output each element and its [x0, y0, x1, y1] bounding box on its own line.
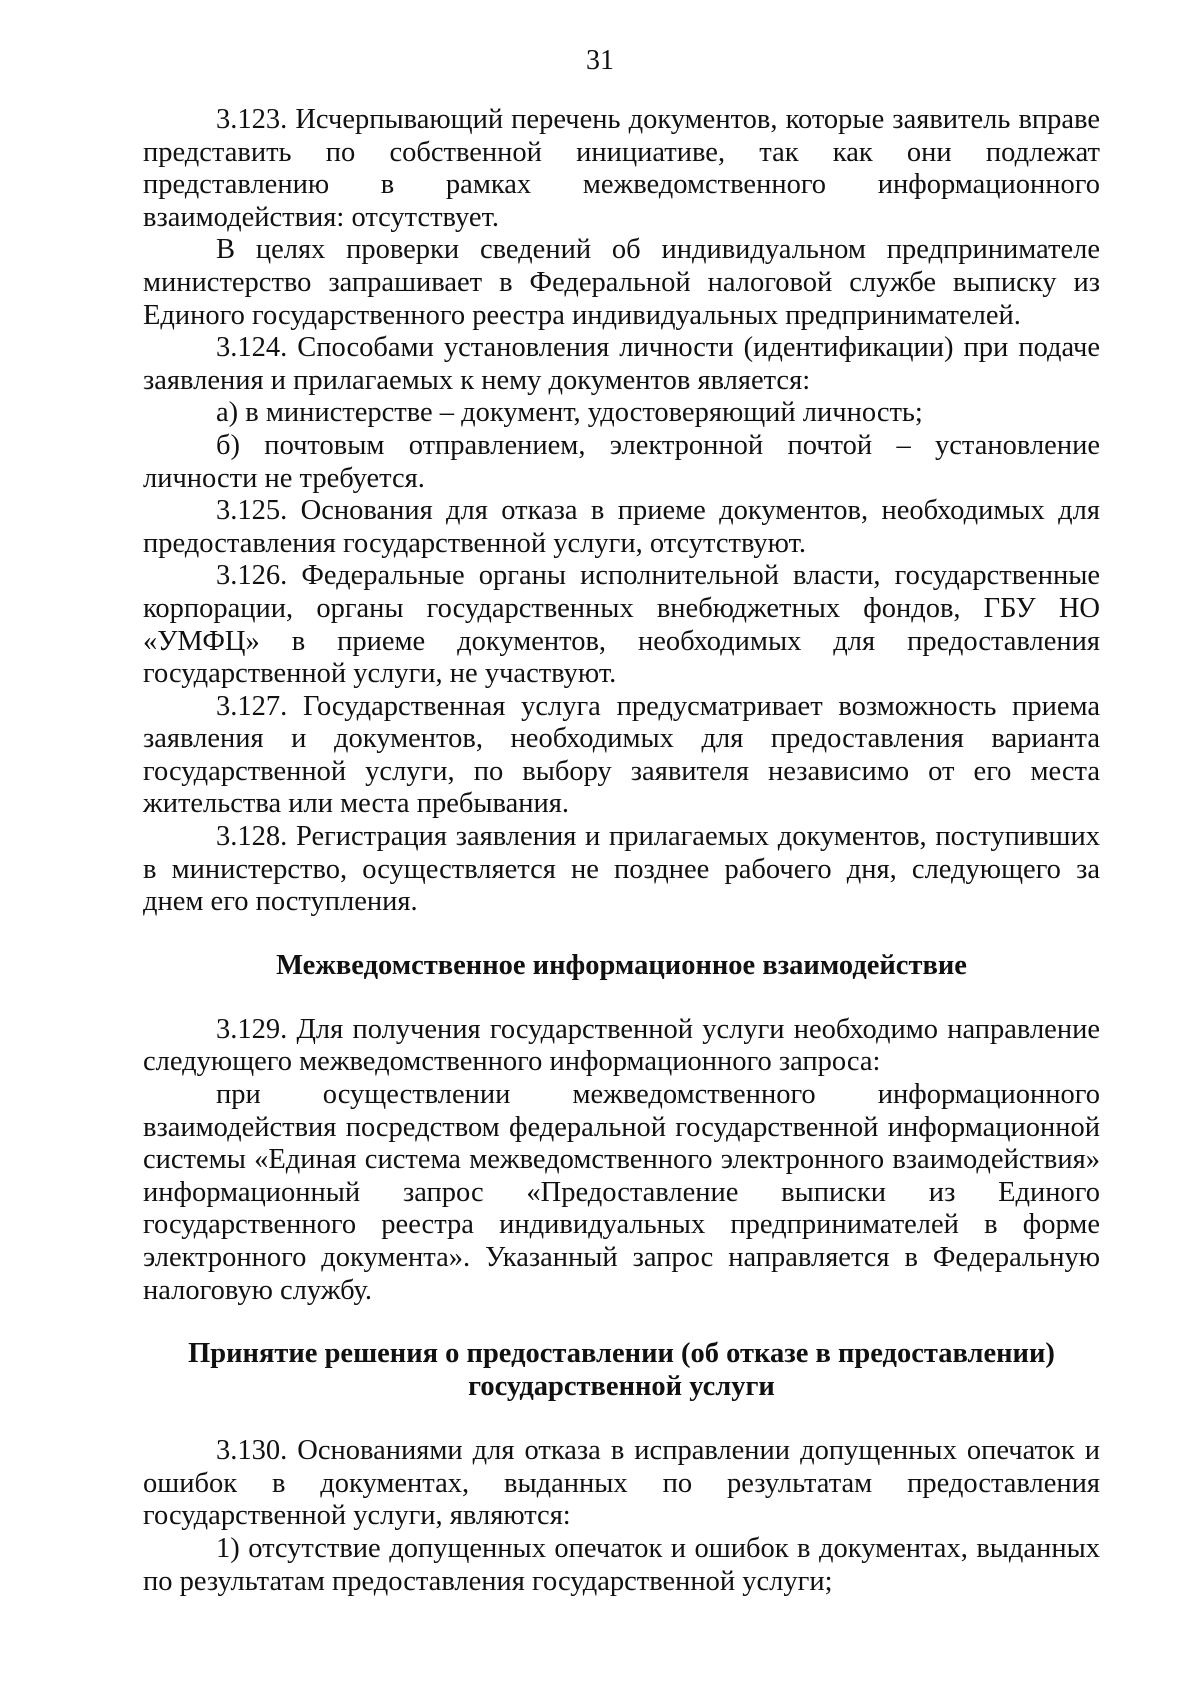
- page-number: 31: [586, 45, 614, 76]
- list-item-a: а) в министерстве – документ, удостоверяющий личность;: [216, 397, 923, 429]
- paragraph-ip-verification: В целях проверки сведений об индивидуальном предпринимателе министерство запрашивает в Федеральной налоговой службе выписку из Единого государственного реестра индивидуальных предпринимателей.: [143, 234, 1100, 331]
- paragraph-3-124: 3.124. Способами установления личности (идентификации) при подаче заявления и прилагаемых к нему документов является:: [143, 332, 1100, 396]
- paragraph-3-128: 3.128. Регистрация заявления и прилагаемых документов, поступивших в министерство, осуществляется не позднее рабочего дня, следующего за днем его поступления.: [143, 821, 1100, 918]
- section-heading-interagency: Межведомственное информационное взаимодействие: [276, 949, 967, 981]
- paragraph-3-130: 3.130. Основаниями для отказа в исправлении допущенных опечаток и ошибок в документах, выданных по результатам предоставления государственной услуги, являются:: [143, 1435, 1100, 1532]
- paragraph-3-125: 3.125. Основания для отказа в приеме документов, необходимых для предоставления государственной услуги, отсутствуют.: [143, 495, 1100, 559]
- section-heading-decision-line-1: Принятие решения о предоставлении (об отказе в предоставлении): [188, 1338, 1055, 1370]
- section-heading-decision-line-2: государственной услуги: [468, 1371, 775, 1403]
- paragraph-3-126: 3.126. Федеральные органы исполнительной власти, государственные корпорации, органы государственных внебюджетных фондов, ГБУ НО «УМФЦ» в приеме документов, необходимых для предоставления государственной услуги, не участвуют.: [143, 560, 1100, 690]
- paragraph-3-129: 3.129. Для получения государственной услуги необходимо направление следующего межведомственного информационного запроса:: [143, 1013, 1100, 1078]
- paragraph-3-127: 3.127. Государственная услуга предусматривает возможность приема заявления и документов, необходимых для предоставления варианта государственной услуги, по выбору заявителя независимо от его места жительства или места пребывания.: [143, 690, 1100, 820]
- list-item-b: б) почтовым отправлением, электронной почтой – установление личности не требуется.: [143, 429, 1100, 494]
- section-heading-decision: [143, 1337, 1100, 1403]
- document-body: [143, 104, 1100, 1598]
- paragraph-3-123: 3.123. Исчерпывающий перечень документов, которые заявитель вправе представить по собственной инициативе, так как они подлежат представлению в рамках межведомственного информационного взаимодействия: отсутствует.: [143, 104, 1100, 233]
- paragraph-interagency-request: при осуществлении межведомственного информационного взаимодействия посредством федеральной государственной информационной системы «Единая система межведомственного электронного взаимодействия» информационный запрос «Предоставление выписки из Единого государственного реестра индивидуальных предпринимателей в форме электронного документа». Указанный запрос направляется в Федеральную налоговую службу.: [143, 1079, 1100, 1306]
- list-item-1: 1) отсутствие допущенных опечаток и ошибок в документах, выданных по результатам предоставления государственной услуги;: [143, 1532, 1100, 1597]
